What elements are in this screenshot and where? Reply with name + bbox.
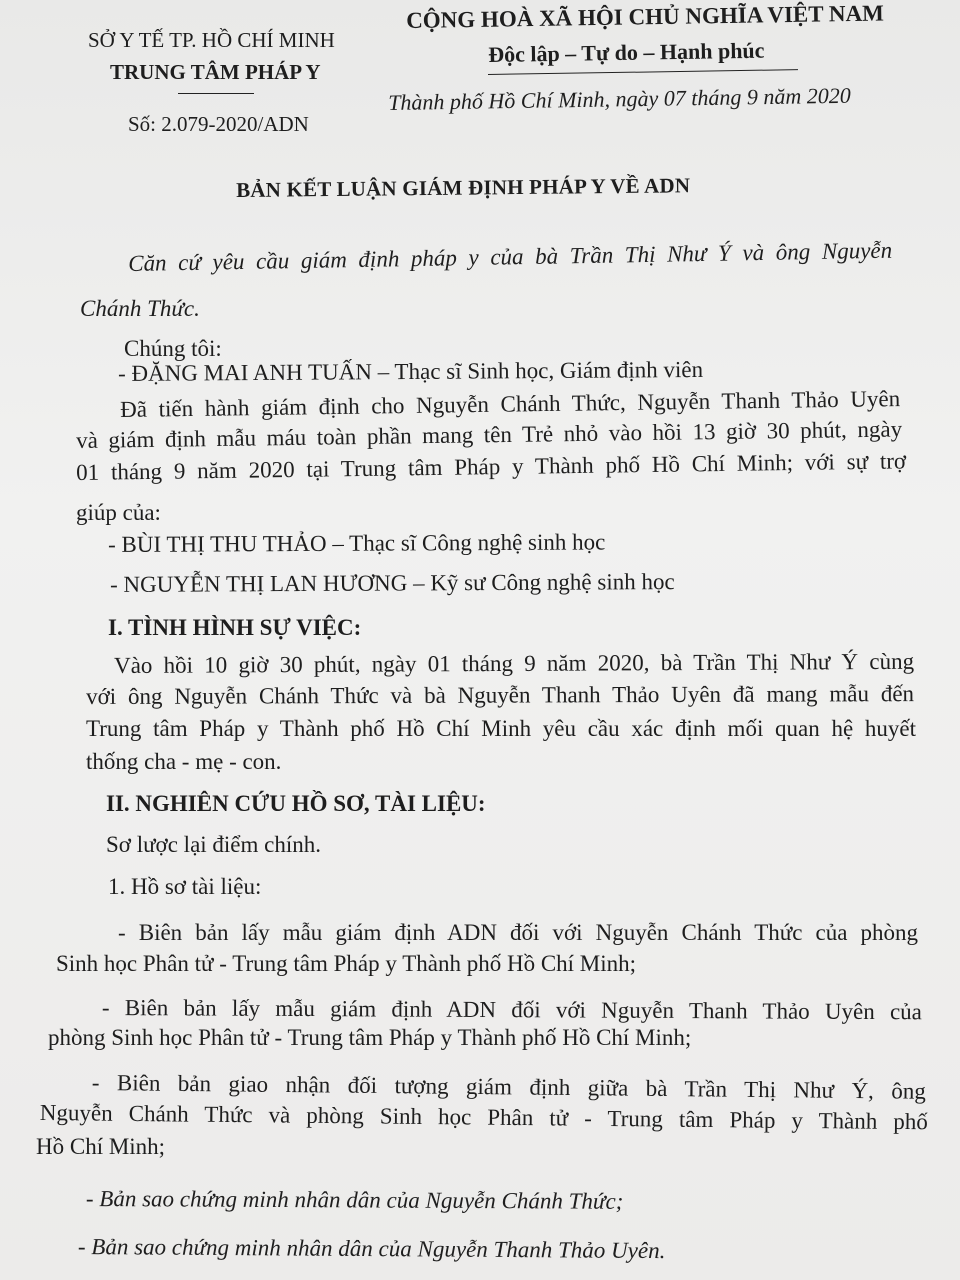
body-line: - Bản sao chứng minh nhân dân của Nguyễn Thanh Thảo Uyên. [77, 1234, 666, 1264]
body-line: Trung tâm Pháp y Thành phố Hồ Chí Minh yêu cầu xác định mối quan hệ huyết [86, 716, 916, 741]
body-line: và giám định mẫu máu toàn phần mang tên Trẻ nhỏ vào hồi 13 giờ 30 phút, ngày [76, 416, 903, 453]
org-name: TRUNG TÂM PHÁP Y [110, 60, 321, 84]
body-line: - NGUYỄN THỊ LAN HƯƠNG – Kỹ sư Công nghệ sinh học [110, 569, 675, 597]
nation-header: CỘNG HOÀ XÃ HỘI CHỦ NGHĨA VIỆT NAM [406, 0, 885, 33]
body-line: Đã tiến hành giám định cho Nguyễn Chánh Thức, Nguyễn Thanh Thảo Uyên [120, 386, 901, 422]
motto: Độc lập – Tự do – Hạnh phúc [488, 37, 765, 67]
body-line: - Biên bản lấy mẫu giám định ADN đối với Nguyễn Thanh Thảo Uyên của [101, 995, 922, 1025]
body-line: - Bản sao chứng minh nhân dân của Nguyễn Chánh Thức; [85, 1186, 624, 1214]
body-line: thống cha - mẹ - con. [86, 749, 282, 774]
body-line: 01 tháng 9 năm 2020 tại Trung tâm Pháp y Thành phố Hồ Chí Minh; với sự trợ [76, 448, 907, 485]
body-line: Chánh Thức. [80, 296, 200, 321]
org-parent: SỞ Y TẾ TP. HỒ CHÍ MINH [88, 28, 335, 52]
org-underline [178, 93, 254, 94]
body-line: Hồ Chí Minh; [36, 1134, 166, 1159]
motto-underline [488, 69, 798, 75]
body-line: - Biên bản giao nhận đối tượng giám định giữa bà Trần Thị Như Ý, ông [91, 1070, 926, 1104]
body-line: phòng Sinh học Phân tử - Trung tâm Pháp y Thành phố Hồ Chí Minh; [48, 1025, 692, 1050]
document-title: BẢN KẾT LUẬN GIÁM ĐỊNH PHÁP Y VỀ ADN [236, 173, 691, 202]
body-line: Sơ lược lại điểm chính. [106, 832, 322, 857]
body-line: Căn cứ yêu cầu giám định pháp y của bà Trần Thị Như Ý và ông Nguyễn [128, 237, 893, 276]
body-line: Chúng tôi: [124, 336, 222, 361]
section-heading-2: II. NGHIÊN CỨU HỒ SƠ, TÀI LIỆU: [106, 791, 486, 816]
body-line: - Biên bản lấy mẫu giám định ADN đối với Nguyễn Chánh Thức của phòng [118, 920, 918, 945]
section-heading-1: I. TÌNH HÌNH SỰ VIỆC: [108, 615, 362, 640]
doc-number: Số: 2.079-2020/ADN [128, 112, 309, 136]
body-line: - ĐẶNG MAI ANH TUẤN – Thạc sĩ Sinh học, Giám định viên [118, 356, 704, 386]
place-date: Thành phố Hồ Chí Minh, ngày 07 tháng 9 năm 2020 [388, 82, 851, 115]
body-line: Vào hồi 10 giờ 30 phút, ngày 01 tháng 9 năm 2020, bà Trần Thị Như Ý cùng [114, 648, 915, 678]
body-line: Nguyễn Chánh Thức và phòng Sinh học Phân tử - Trung tâm Pháp y Thành phố [39, 1100, 928, 1135]
body-line: - BÙI THỊ THU THẢO – Thạc sĩ Công nghệ sinh học [108, 529, 606, 557]
body-line: 1. Hồ sơ tài liệu: [108, 874, 262, 899]
body-line: Sinh học Phân tử - Trung tâm Pháp y Thành phố Hồ Chí Minh; [56, 951, 637, 976]
body-line: giúp của: [76, 500, 161, 525]
body-line: với ông Nguyễn Chánh Thức và bà Nguyễn Thanh Thảo Uyên đã mang mẫu đến [86, 681, 915, 709]
